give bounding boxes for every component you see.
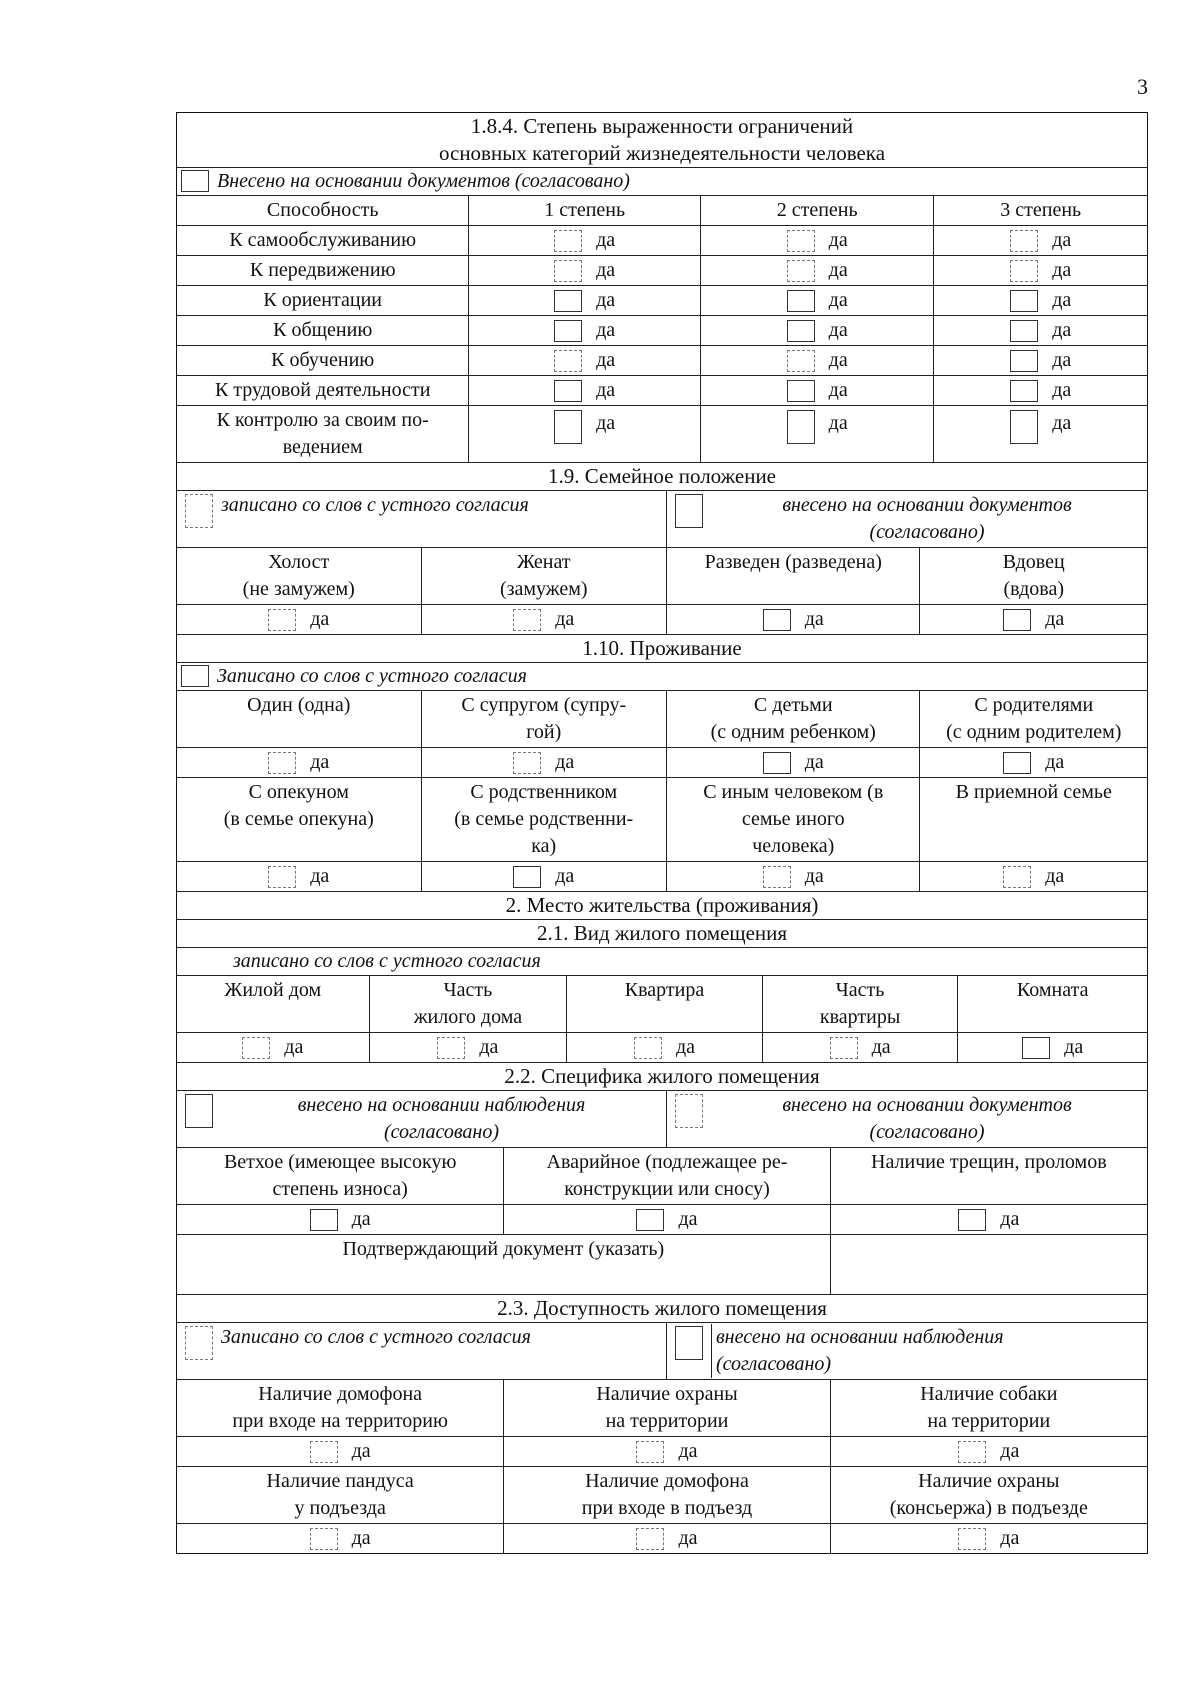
section-19-title: 1.9. Семейное положение — [547, 464, 777, 488]
observation-checkbox[interactable] — [675, 1326, 703, 1360]
part-of-apartment-checkbox[interactable] — [830, 1037, 858, 1059]
option-emergency: Аварийное (подлежащее ре- конструкции или сносу) — [503, 1148, 829, 1204]
house-checkbox[interactable] — [242, 1037, 270, 1059]
confirming-document-field[interactable] — [830, 1235, 1147, 1294]
verbal-consent-checkbox[interactable] — [181, 665, 209, 687]
accessibility-row-1 — [177, 1379, 1147, 1436]
section-184-title-line2: основных категорий жизнедеятельности человека — [438, 141, 886, 165]
option-with-relative: С родственником (в семье родственни- ка) — [421, 778, 667, 861]
with-parents-checkbox[interactable] — [1003, 752, 1031, 774]
with-other-person-checkbox[interactable] — [763, 866, 791, 888]
section-19-title-row — [177, 462, 1147, 490]
option-divorced: Разведен (разведена) — [666, 548, 919, 604]
degree-3-cell: да — [933, 406, 1147, 462]
with-children-checkbox[interactable] — [763, 752, 791, 774]
option-intercom-territory: Наличие домофона при входе на территорию — [232, 1383, 448, 1432]
ability-label: К ориентации — [263, 289, 382, 311]
degree-2-cell: да — [700, 346, 934, 375]
degree-1-cell: да — [468, 256, 700, 285]
degree-3-checkbox[interactable] — [1010, 380, 1038, 402]
dilapidated-checkbox[interactable] — [310, 1209, 338, 1231]
documents-checkbox[interactable] — [675, 1094, 703, 1128]
ability-label: К обучению — [271, 349, 375, 371]
with-relative-checkbox[interactable] — [513, 866, 541, 888]
degree-2-cell: да — [700, 286, 934, 315]
degree-2-cell: да — [700, 226, 934, 255]
option-dilapidated: Ветхое (имеющее высокую степень износа) — [223, 1151, 457, 1200]
degree-2-checkbox[interactable] — [787, 410, 815, 444]
degree-2-checkbox[interactable] — [787, 380, 815, 402]
degree-3-checkbox[interactable] — [1010, 410, 1038, 444]
section-23-note-left: Записано со слов с устного согласия — [221, 1326, 531, 1348]
living-options-row — [177, 690, 1147, 747]
option-with-spouse: С супругом (супру- гой) — [421, 691, 667, 747]
alone-checkbox[interactable] — [268, 752, 296, 774]
section-184-note-row — [177, 167, 1147, 195]
option-with-parents: С родителями (с одним родителем) — [919, 691, 1147, 747]
ability-label: К общению — [273, 319, 373, 341]
divorced-checkbox[interactable] — [763, 609, 791, 631]
header-ability: Способность — [266, 199, 379, 221]
section-184-header-row — [177, 195, 1147, 225]
section-23-title: 2.3. Доступность жилого помещения — [497, 1296, 827, 1320]
section-110-title: 1.10. Проживание — [582, 636, 742, 660]
ability-row — [177, 315, 1147, 345]
degree-1-cell: да — [468, 406, 700, 462]
verbal-consent-checkbox[interactable] — [185, 494, 213, 528]
section-19-note-right-1: внесено на основании документов — [782, 494, 1072, 516]
section-2-title: 2. Место жительства (проживания) — [505, 893, 819, 917]
dog-territory-checkbox[interactable] — [958, 1441, 986, 1463]
option-apartment: Квартира — [566, 976, 762, 1032]
dwelling-condition-row — [177, 1147, 1147, 1204]
header-degree-2: 2 степень — [700, 196, 934, 225]
section-21-title: 2.1. Вид жилого помещения — [536, 921, 788, 945]
section-22-title: 2.2. Специфика жилого помещения — [504, 1064, 820, 1088]
accessibility-row-2 — [177, 1466, 1147, 1523]
documents-checkbox[interactable] — [675, 494, 703, 528]
marital-yes-row: да да да да — [177, 604, 1147, 634]
option-cracks: Наличие трещин, проломов — [830, 1148, 1147, 1204]
option-room: Комната — [957, 976, 1147, 1032]
degree-1-cell: да — [468, 346, 700, 375]
option-foster-family: В приемной семье — [919, 778, 1147, 861]
section-19-note-right-2: (согласовано) — [869, 521, 985, 543]
ramp-checkbox[interactable] — [310, 1528, 338, 1550]
intercom-territory-checkbox[interactable] — [310, 1441, 338, 1463]
concierge-checkbox[interactable] — [958, 1528, 986, 1550]
section-19-note-row — [177, 490, 1147, 547]
degree-2-cell: да — [700, 376, 934, 405]
degree-3-checkbox[interactable] — [1010, 290, 1038, 312]
option-security-territory: Наличие охраны на территории — [503, 1380, 829, 1436]
single-checkbox[interactable] — [268, 609, 296, 631]
degree-2-checkbox[interactable] — [787, 350, 815, 372]
room-checkbox[interactable] — [1022, 1037, 1050, 1059]
degree-3-checkbox[interactable] — [1010, 230, 1038, 252]
option-with-children: С детьми (с одним ребенком) — [666, 691, 919, 747]
ability-row — [177, 255, 1147, 285]
cracks-checkbox[interactable] — [958, 1209, 986, 1231]
degree-1-cell: да — [468, 376, 700, 405]
option-concierge: Наличие охраны (консьержа) в подъезде — [830, 1467, 1147, 1523]
part-of-house-checkbox[interactable] — [437, 1037, 465, 1059]
confirming-document-label: Подтверждающий документ (указать) — [342, 1238, 665, 1260]
ability-label: К трудовой деятельности — [214, 379, 431, 401]
option-single: Холост (не замужем) — [242, 551, 355, 600]
form-table: 1.8.4. Степень выраженности ограничений основных категорий жизнедеятельности человека Внесено на основании документов (согласовано) Способность 1 степень 2 степень 3 степень К самообслуживанию да да да К передвижению да да да К ориентации да да да К общению да да да К обучению да да да К трудовой деятельности да да да К контролю за своим по- ведением да да да 1.9. Семейное положение записано со слов с устного согласия внесено на основании документов (согласовано) Холост (не замужем) Женат (замужем) Разведен (разведена) Вдовец (вдова) да да да да 1.10. Проживание Записано со слов с устного согласия Один (одна) С супругом (супру- гой) С детьми (с одним ребенком) С родителями (с одним родителем) да да да да С опекуном (в семье опекуна) С родственником (в семье родственни- ка) С иным человеком (в семье иного человека) В приемной семье да да да да 2. Место жительства (проживания) 2.1. Вид жилого помещения записано со слов с устного согласия Жилой дом Часть жилого дома Квартира Часть квартиры Комната да да да да да 2.2. Специфика жилого помещения внесено на основании наблюдения (согласовано) внесено на основании документов (согласовано) Ветхое (имеющее высокую степень износа) Аварийное (подлежащее ре- конструкции или сносу) Наличие трещин, проломов да да да Подтверждающий документ (указать) 2.3. Доступность жилого помещения Записано со слов с устного согласия внесено на основании наблюдения (согласовано) Наличие домофона при входе на территорию Наличие охраны на территории Наличие собаки на территории да да да Наличие пандуса у подъезда Наличие домофона при входе в подъезд Наличие охраны (консьержа) в подъезде да да да — [176, 112, 1148, 1554]
documents-checkbox[interactable] — [181, 170, 209, 192]
degree-1-cell: да — [468, 226, 700, 255]
ability-row — [177, 285, 1147, 315]
ability-label: К самообслуживанию — [229, 229, 417, 251]
degree-2-checkbox[interactable] — [787, 320, 815, 342]
option-part-of-house: Часть жилого дома — [369, 976, 567, 1032]
option-with-guardian: С опекуном (в семье опекуна) — [223, 781, 374, 830]
section-184-title-line1: 1.8.4. Степень выраженности ограничений — [470, 114, 854, 138]
degree-3-checkbox[interactable] — [1010, 260, 1038, 282]
degree-1-checkbox[interactable] — [554, 410, 582, 444]
degree-3-cell: да — [933, 256, 1147, 285]
header-degree-1: 1 степень — [468, 196, 700, 225]
degree-2-cell: да — [700, 256, 934, 285]
degree-3-cell: да — [933, 226, 1147, 255]
emergency-checkbox[interactable] — [636, 1209, 664, 1231]
header-degree-3: 3 степень — [933, 196, 1147, 225]
dwelling-type-row — [177, 975, 1147, 1032]
ability-row — [177, 225, 1147, 255]
option-intercom-entrance: Наличие домофона при входе в подъезд — [503, 1467, 829, 1523]
widowed-checkbox[interactable] — [1003, 609, 1031, 631]
degree-2-checkbox[interactable] — [787, 260, 815, 282]
intercom-entrance-checkbox[interactable] — [636, 1528, 664, 1550]
degree-2-cell: да — [700, 316, 934, 345]
security-territory-checkbox[interactable] — [636, 1441, 664, 1463]
degree-3-cell: да — [933, 316, 1147, 345]
option-ramp: Наличие пандуса у подъезда — [266, 1470, 414, 1519]
degree-3-cell: да — [933, 346, 1147, 375]
ability-row — [177, 375, 1147, 405]
degree-3-checkbox[interactable] — [1010, 320, 1038, 342]
degree-1-cell: да — [468, 316, 700, 345]
option-widowed: Вдовец (вдова) — [919, 548, 1147, 604]
option-house: Жилой дом — [224, 979, 322, 1001]
option-part-of-apartment: Часть квартиры — [762, 976, 958, 1032]
degree-3-cell: да — [933, 286, 1147, 315]
with-guardian-checkbox[interactable] — [268, 866, 296, 888]
observation-checkbox[interactable] — [185, 1094, 213, 1128]
degree-1-cell: да — [468, 286, 700, 315]
section-184-note: Внесено на основании документов (согласовано) — [217, 170, 630, 192]
section-19-note-left: записано со слов с устного согласия — [221, 494, 529, 516]
ability-row — [177, 345, 1147, 375]
degree-1-checkbox[interactable] — [554, 380, 582, 402]
degree-1-checkbox[interactable] — [554, 260, 582, 282]
option-alone: Один (одна) — [247, 694, 351, 716]
degree-3-cell: да — [933, 376, 1147, 405]
degree-2-checkbox[interactable] — [787, 290, 815, 312]
section-21-note: записано со слов с устного согласия — [233, 950, 541, 972]
with-spouse-checkbox[interactable] — [513, 752, 541, 774]
ability-label: К контролю за своим по- ведением — [216, 409, 429, 458]
degree-2-cell: да — [700, 406, 934, 462]
ability-label: К передвижению — [249, 259, 396, 281]
degree-1-checkbox[interactable] — [554, 320, 582, 342]
ability-row — [177, 405, 1147, 462]
page-number: 3 — [1137, 74, 1148, 99]
foster-family-checkbox[interactable] — [1003, 866, 1031, 888]
living-options-row-2 — [177, 777, 1147, 861]
marital-options-row — [177, 547, 1147, 604]
verbal-consent-checkbox[interactable] — [185, 1326, 213, 1360]
degree-1-checkbox[interactable] — [554, 350, 582, 372]
degree-2-checkbox[interactable] — [787, 230, 815, 252]
option-dog-territory: Наличие собаки на территории — [830, 1380, 1147, 1436]
option-with-other-person: С иным человеком (в семье иного человека) — [666, 778, 919, 861]
section-184-title — [177, 113, 1147, 167]
degree-1-checkbox[interactable] — [554, 290, 582, 312]
degree-3-checkbox[interactable] — [1010, 350, 1038, 372]
apartment-checkbox[interactable] — [634, 1037, 662, 1059]
married-checkbox[interactable] — [513, 609, 541, 631]
section-110-note: Записано со слов с устного согласия — [217, 665, 527, 687]
degree-1-checkbox[interactable] — [554, 230, 582, 252]
option-married: Женат (замужем) — [421, 548, 667, 604]
